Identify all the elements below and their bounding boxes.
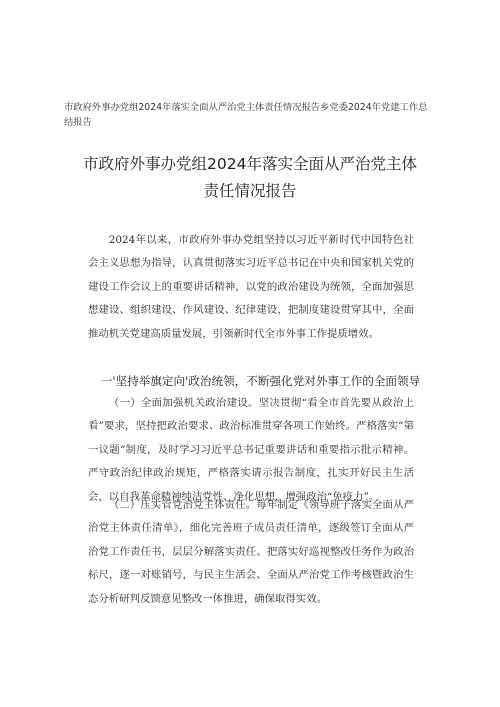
section-heading: 一'坚持举旗定向'政治统领，不断强化党对外事工作的全面领导 xyxy=(100,374,421,388)
item-paragraph-1: （一）全面加强机关政治建设。坚决贯彻“看全市首先要从政治上看”要求，坚持把政治要求、政治标准贯穿各项工作始终。严格落实“第一议题”制度，及时学习习近平总书记重要讲话和重要指示批示精神。严守政治纪律政治规矩，严格落实请示报告制度，扎实开好民主生活会，以自我革命精神纯洁党性、净化思想，增强政治“免疫力”。 xyxy=(88,397,414,503)
item-paragraph-2: （二）压实管党治党主体责任。每年制定《领导班子落实全面从严治党主体责任清单》，细化完善班子成员责任清单，逐级签订全面从严治党工作责任书，层层分解落实责任。把落实好巡视整改任务作为政治标尺，逐一对账销号，与民主生活会、全面从严治党工作考核暨政治生态分析研判反馈意见整改一体推进，确保取得实效。 xyxy=(88,499,414,605)
intro-paragraph: 2024年以来，市政府外事办党组坚持以习近平新时代中国特色社会主义思想为指导，认真贯彻落实习近平总书记在中央和国家机关党的建设工作会议上的重要讲话精神，以党的政治建设为统领，全面加强思想建设、组织建设、作风建设、纪律建设，把制度建设贯穿其中，全面推动机关党建高质量发展，引领新时代全市外事工作提质增效。 xyxy=(88,234,414,340)
document-title: 市政府外事办党组2024年落实全面从严治党主体责任情况报告 xyxy=(83,155,417,200)
document-header: 市政府外事办党组2024年落实全面从严治党主体责任情况报告乡党委2024年党建工作总结报告 xyxy=(64,102,428,128)
